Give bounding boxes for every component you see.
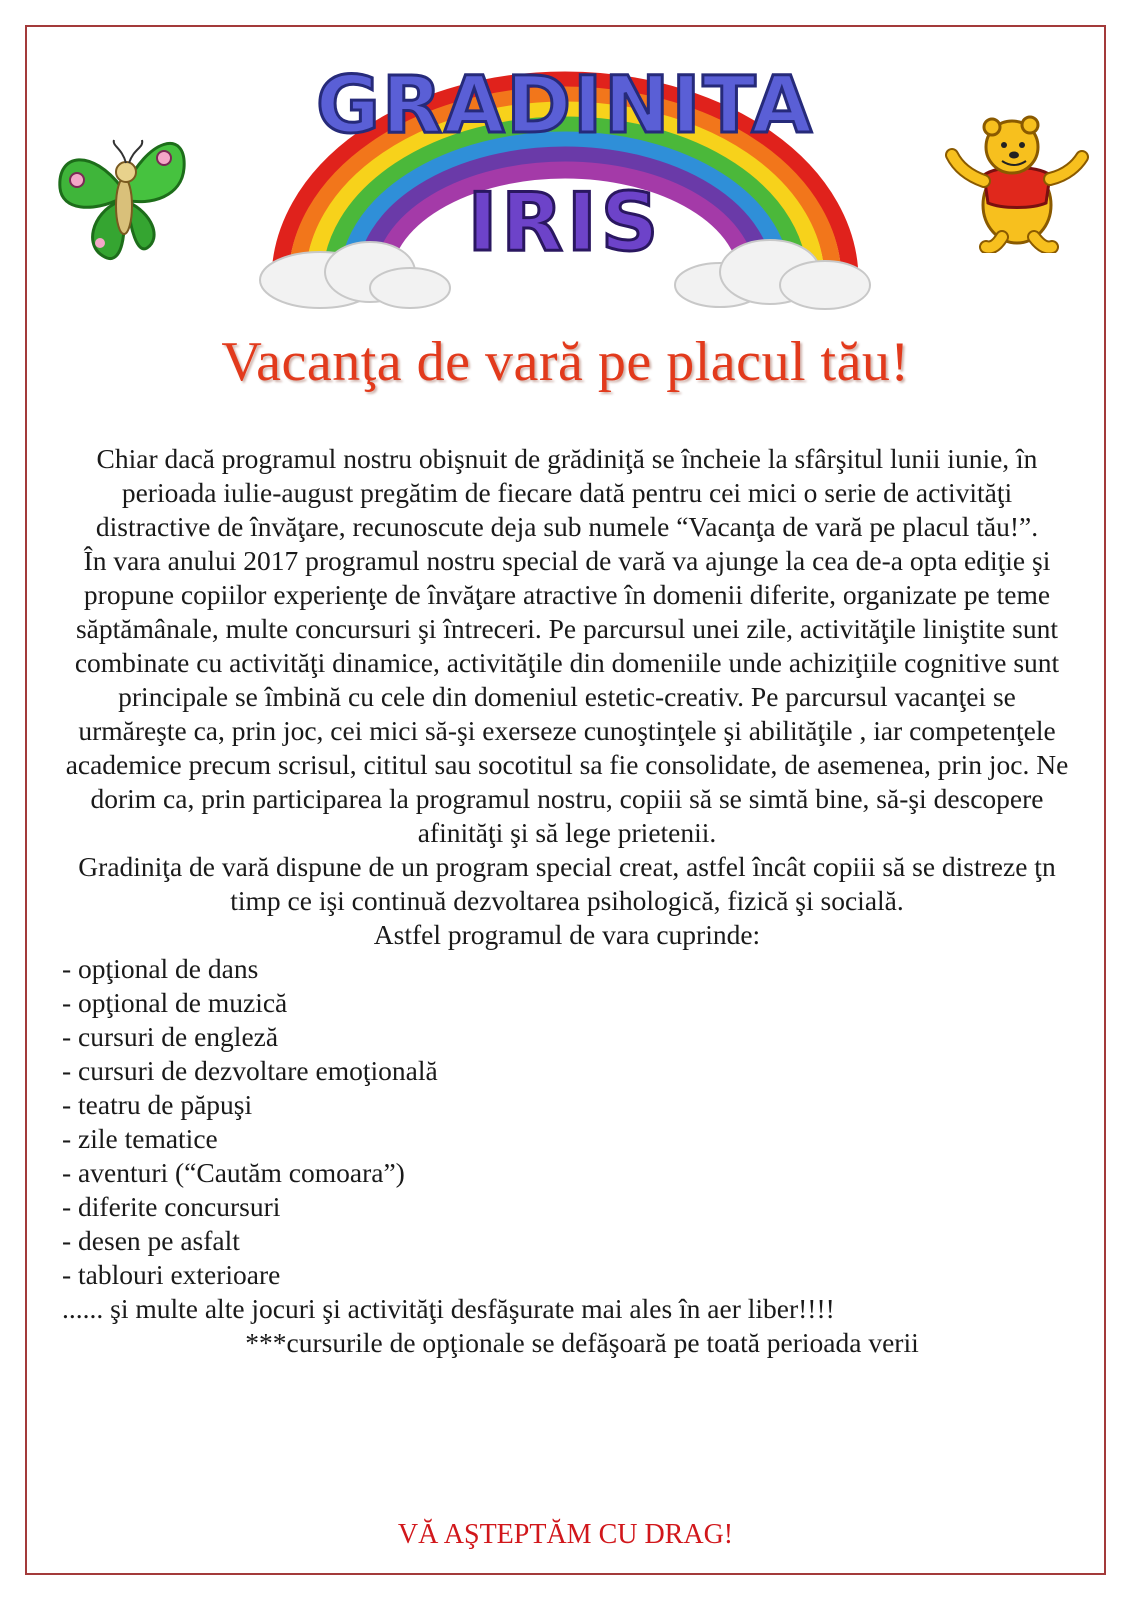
rainbow-logo [250, 40, 880, 310]
pooh-bear-illustration [942, 105, 1092, 253]
header [0, 0, 1131, 320]
body-text [62, 442, 1072, 1360]
list-intro: Astfel programul de vara cuprinde: [373, 919, 761, 950]
list-item: - zile tematice [62, 1123, 218, 1154]
butterfly-body [116, 178, 132, 234]
logo-line-1: GRADINITA [315, 61, 815, 151]
call-to-action: VĂ AŞTEPTĂM CU DRAG! [397, 1519, 734, 1550]
paragraph-program-purpose: Gradiniţa de vară dispune de un program special creat, astfel încât copiii să se distreze ţn timp ce işi continuă dezvoltarea psihologică, fizică şi socială. [78, 851, 1056, 916]
list-item: - aventuri (“Cautăm comoara”) [62, 1157, 405, 1188]
butterfly-head [116, 162, 136, 182]
butterfly-illustration [52, 118, 192, 266]
list-item: - opţional de muzică [62, 987, 288, 1018]
paragraph-program-description: În vara anului 2017 programul nostru special de vară va ajunge la cea de-a opta ediţie şi propune copiilor experienţe de învăţare atractive în domenii diferite, organizate pe teme săptămânale, multe concursuri şi întreceri. Pe parcursul unei zile, activităţile liniştite sunt combinate cu activităţi dinamice, activităţile din domeniile unde achiziţiile cognitive sunt principale se îmbină cu cele din domeniul estetic-creativ. Pe parcursul vacanţei se urmăreşte ca, prin joc, cei mici să-şi exerseze cunoştinţele şi abilităţile , iar competenţele academice precum scrisul, cititul sau socotitul sa fie consolidate, de asemenea, prin joc. Ne dorim ca, prin participarea la programul nostru, copiii să se simtă bine, să-şi descopere afinităţi şi să lege prietenii. [65, 545, 1069, 848]
list-item: - cursuri de dezvoltare emoţională [62, 1055, 438, 1086]
activities-list [62, 952, 1072, 1292]
paragraph-intro: Chiar dacă programul nostru obişnuit de grădiniţă se încheie la sfârşitul lunii iunie, în perioada iulie-august pregătim de fiecare dată pentru cei mici o serie de activităţi distractive de învăţare, recunoscute deja sub numele “Vacanţa de vară pe placul tău!”. [95, 443, 1039, 542]
list-item: - cursuri de engleză [62, 1021, 279, 1052]
list-item: - diferite concursuri [62, 1191, 281, 1222]
list-item: - tablouri exterioare [62, 1259, 281, 1290]
closing-line: ...... şi multe alte jocuri şi activităţi desfăşurate mai ales în aer liber!!!! [62, 1293, 835, 1324]
list-item: - opţional de dans [62, 953, 259, 984]
list-item: - teatru de păpuşi [62, 1089, 253, 1120]
page-title: Vacanţa de vară pe placul tău! [221, 331, 910, 393]
list-item: - desen pe asfalt [62, 1225, 240, 1256]
logo-line-2: IRIS [467, 176, 663, 269]
optional-courses-note: ***cursurile de opţionale se defăşoară pe toată perioada verii [245, 1327, 919, 1358]
